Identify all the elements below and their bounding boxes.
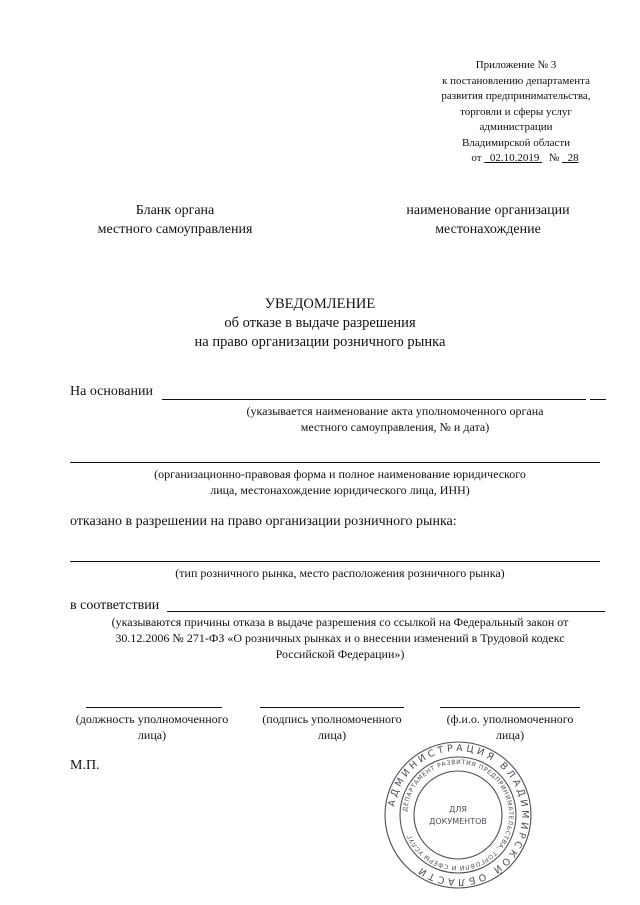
accordance-label: в соответствии [70, 598, 160, 613]
signature-caption: (подпись уполномоченного лица) [262, 712, 402, 742]
document-subtitle-2: на право организации розничного рынка [194, 334, 446, 350]
stamp-outer-text: АДМИНИСТРАЦИЯ ВЛАДИМИРСКОЙ ОБЛАСТИ [386, 742, 531, 888]
organization-label: наименование организации местонахождение [406, 203, 570, 237]
reason-hint: (указываются причины отказа в выдаче разрешения со ссылкой на Федеральный закон от 30.12.2006 № 271-ФЗ «О розничных рынках и о внесении изменений в Трудовой кодекс Российской Федерации») [111, 615, 569, 661]
accordance-field-line [167, 611, 605, 612]
appendix-line-6: Владимирской области [461, 136, 571, 149]
document-subtitle-1: об отказе в выдаче разрешения [224, 315, 416, 331]
appendix-block [410, 58, 622, 167]
appendix-date: 02.10.2019 [489, 152, 540, 164]
stamp-inner-text: ДЕПАРТАМЕНТ РАЗВИТИЯ ПРЕДПРИНИМАТЕЛЬСТВА, ТОРГОВЛИ И СФЕРЫ УСЛУГ [402, 758, 515, 872]
appendix-line-2: к постановлению департамента [442, 74, 590, 87]
position-signature-line [86, 707, 222, 708]
official-stamp [383, 740, 533, 890]
appendix-line-5: администрации [479, 121, 553, 133]
basis-label: На основании [70, 384, 153, 399]
market-field-line [70, 561, 600, 562]
signature-line [260, 707, 404, 708]
organization-hint: (организационно-правовая форма и полное наименование юридического лица, местонахождение юридического лица, ИНН) [154, 467, 526, 497]
appendix-line-4: торговли и сферы услуг [460, 105, 572, 118]
stamp-center-line-1: ДЛЯ [449, 805, 467, 814]
appendix-date-line [428, 151, 622, 167]
market-hint: (тип розничного рынка, место расположения розничного рынка) [175, 566, 505, 580]
document-title: УВЕДОМЛЕНИЕ [264, 296, 376, 312]
refusal-text: отказано в разрешении на право организации розничного рынка: [70, 514, 457, 529]
basis-field-line [162, 399, 586, 400]
number-prefix: № [548, 152, 560, 164]
stamp-center-line-2: ДОКУМЕНТОВ [429, 817, 487, 826]
blank-label: Бланк органа местного самоуправления [97, 203, 253, 237]
position-caption: (должность уполномоченного лица) [75, 712, 229, 742]
name-caption: (ф.и.о. уполномоченного лица) [446, 712, 574, 742]
seal-place-label: М.П. [70, 758, 100, 773]
organization-field-line [70, 462, 600, 463]
appendix-line-3: развития предпринимательства, [441, 90, 591, 102]
appendix-line-1: Приложение № 3 [475, 59, 557, 71]
basis-hint: (указывается наименование акта уполномоченного органа местного самоуправления, № и дата) [246, 404, 544, 434]
date-prefix: от [471, 152, 482, 164]
name-signature-line [440, 707, 580, 708]
appendix-number: 28 [567, 152, 579, 164]
basis-field-line-end [590, 399, 606, 400]
